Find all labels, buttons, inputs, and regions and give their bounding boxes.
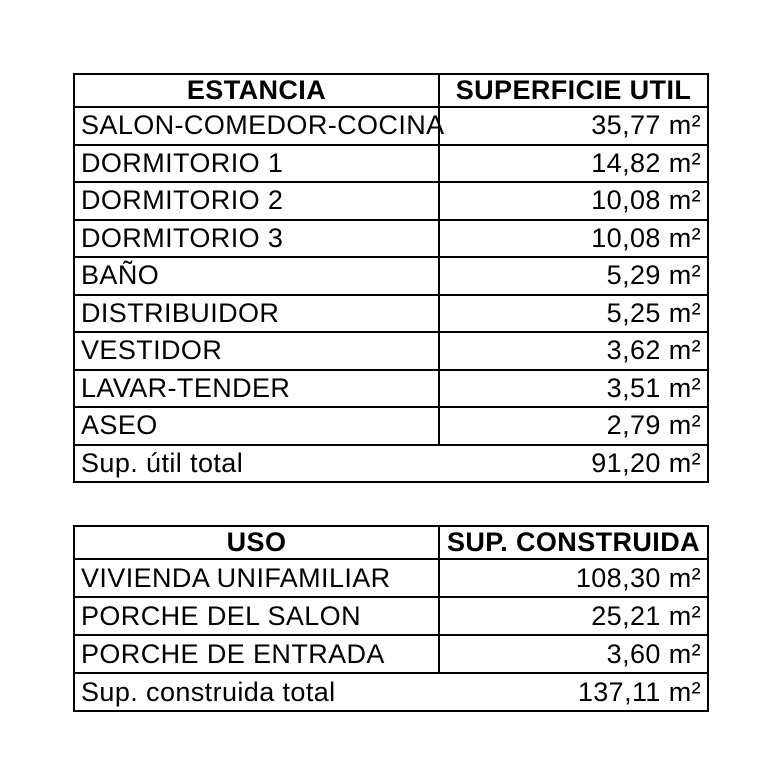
estancia-name: DISTRIBUIDOR: [74, 295, 439, 333]
header-row: [74, 74, 708, 107]
superficie-util-table: [73, 73, 709, 483]
table-row: [74, 597, 708, 635]
total-label: Sup. útil total: [81, 447, 244, 478]
superficie-value: 3,51 m²: [439, 370, 708, 408]
superficie-value: 3,62 m²: [439, 332, 708, 370]
table-row: [74, 370, 708, 408]
estancia-name: BAÑO: [74, 257, 439, 295]
uso-name: PORCHE DE ENTRADA: [74, 635, 439, 673]
total-value: 91,20 m²: [591, 447, 701, 478]
column-header-estancia: ESTANCIA: [74, 74, 439, 107]
superficie-value: 2,79 m²: [439, 407, 708, 445]
total-row: [74, 445, 708, 483]
table-row: [74, 220, 708, 258]
superficie-value: 10,08 m²: [439, 220, 708, 258]
table-row: [74, 559, 708, 597]
table-row: [74, 332, 708, 370]
table-row: [74, 295, 708, 333]
uso-name: VIVIENDA UNIFAMILIAR: [74, 559, 439, 597]
estancia-name: DORMITORIO 2: [74, 182, 439, 220]
table-row: [74, 107, 708, 145]
uso-name: PORCHE DEL SALON: [74, 597, 439, 635]
total-value: 137,11 m²: [577, 676, 701, 707]
sup-construida-table: [73, 525, 709, 712]
superficie-value: 5,25 m²: [439, 295, 708, 333]
column-header-uso: USO: [74, 526, 439, 559]
estancia-name: ASEO: [74, 407, 439, 445]
superficie-value: 5,29 m²: [439, 257, 708, 295]
estancia-name: DORMITORIO 3: [74, 220, 439, 258]
table-row: [74, 635, 708, 673]
table-row: [74, 145, 708, 183]
superficie-value: 108,30 m²: [439, 559, 708, 597]
header-row: [74, 526, 708, 559]
superficie-value: 3,60 m²: [439, 635, 708, 673]
estancia-name: DORMITORIO 1: [74, 145, 439, 183]
superficie-value: 25,21 m²: [439, 597, 708, 635]
superficie-value: 35,77 m²: [439, 107, 708, 145]
estancia-name: VESTIDOR: [74, 332, 439, 370]
column-header-superficie-util: SUPERFICIE UTIL: [439, 74, 708, 107]
estancia-name: SALON-COMEDOR-COCINA: [74, 107, 439, 145]
column-header-sup-construida: SUP. CONSTRUIDA: [439, 526, 708, 559]
table-row: [74, 407, 708, 445]
total-row: [74, 673, 708, 711]
total-label: Sup. construida total: [81, 676, 336, 707]
estancia-name: LAVAR-TENDER: [74, 370, 439, 408]
superficie-value: 10,08 m²: [439, 182, 708, 220]
table-row: [74, 182, 708, 220]
superficie-value: 14,82 m²: [439, 145, 708, 183]
table-row: [74, 257, 708, 295]
